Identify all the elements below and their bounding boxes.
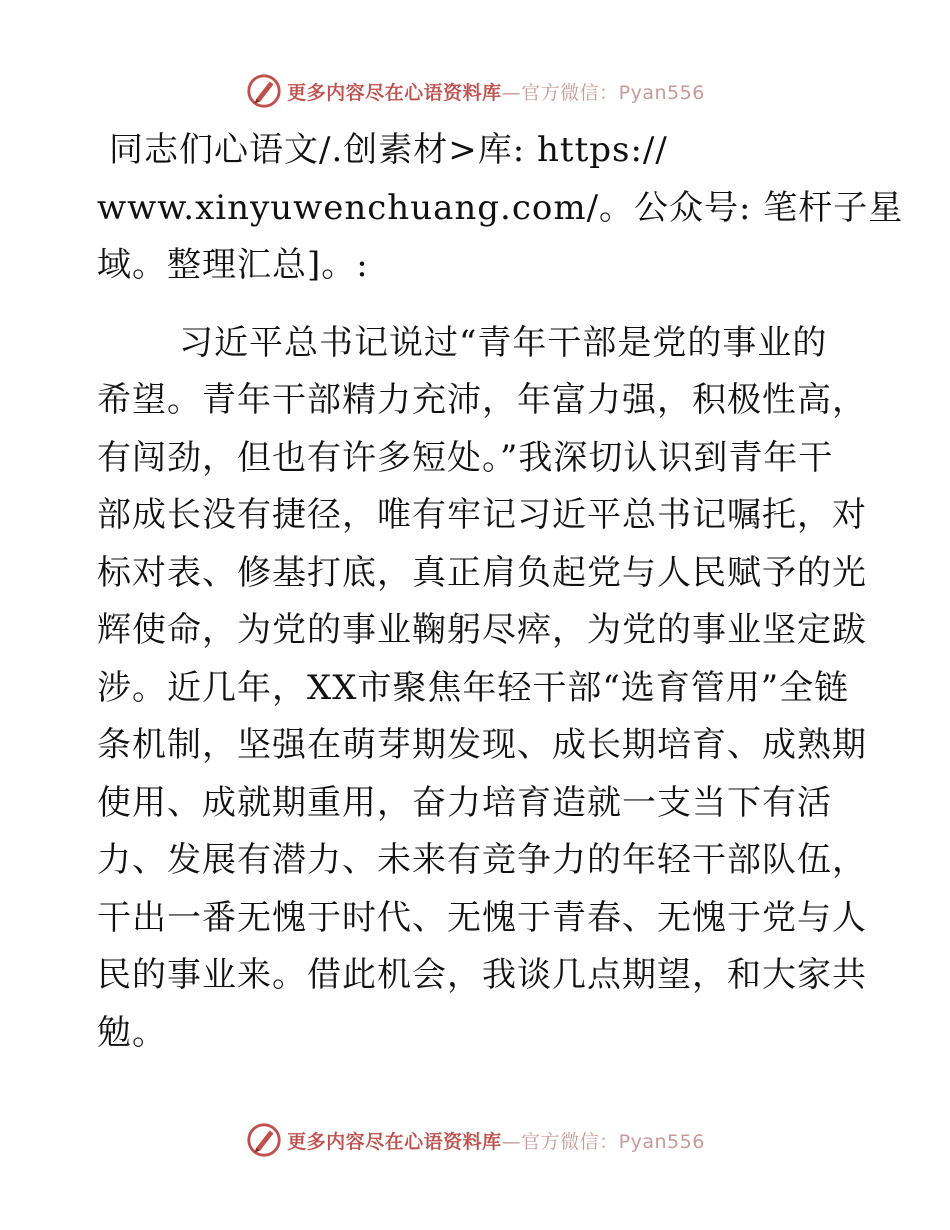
paragraph-line-text: 涉。近几年，XX市聚焦年轻干部“选育管用”全链 — [97, 667, 850, 708]
paragraph-line — [97, 947, 867, 1005]
paragraph-line — [97, 315, 867, 373]
paragraph-line — [97, 487, 867, 545]
banner-main-text: 更多内容尽在心语资料库 — [287, 81, 502, 104]
banner-main-text: 更多内容尽在心语资料库 — [287, 1130, 502, 1153]
paragraph-line — [97, 1005, 867, 1063]
header-line-3 — [97, 237, 867, 295]
paragraph-line-text: 干出一番无愧于时代、无愧于青春、无愧于党与人 — [97, 897, 867, 938]
paragraph-line — [97, 602, 867, 660]
paragraph-line — [97, 372, 867, 430]
header-line-text: www.xinyuwenchuang.com/。公众号: 笔杆子星 — [97, 187, 904, 228]
paragraph-line-text: 标对表、修基打底，真正肩负起党与人民赋予的光 — [97, 552, 867, 593]
footer-banner — [0, 1120, 950, 1160]
paragraph-line-text: 辉使命，为党的事业鞠躬尽瘁，为党的事业坚定跋 — [97, 610, 867, 650]
paragraph-line-text: 习近平总书记说过“青年干部是党的事业的 — [179, 322, 828, 363]
paragraph-line-text: 力、发展有潜力、未来有竞争力的年轻干部队伍， — [97, 840, 867, 880]
paragraph-line-text: 希望。青年干部精力充沛，年富力强，积极性高， — [97, 380, 867, 420]
paragraph-line — [97, 832, 867, 890]
pen-logo-icon — [245, 1121, 283, 1159]
banner-dash: — — [501, 1130, 522, 1153]
paragraph-line-text: 勉。 — [97, 1012, 167, 1053]
paragraph-line-text: 民的事业来。借此机会，我谈几点期望，和大家共 — [97, 955, 867, 995]
banner-wechat-text: 官方微信：Pyan556 — [521, 81, 705, 104]
paragraph-line-text: 部成长没有捷径，唯有牢记习近平总书记嘱托，对 — [97, 495, 867, 535]
header-line-1 — [97, 122, 867, 180]
banner-text — [287, 1127, 705, 1154]
header-banner — [0, 71, 950, 111]
document-body — [97, 122, 904, 1062]
paragraph-line — [97, 430, 867, 488]
banner-wechat-text: 官方微信：Pyan556 — [521, 1130, 705, 1153]
header-line-2 — [97, 180, 904, 238]
banner-dash: — — [501, 81, 522, 104]
paragraph-line-text: 有闯劲，但也有许多短处。”我深切认识到青年干 — [97, 437, 834, 478]
paragraph-line-text: 条机制，坚强在萌芽期发现、成长期培育、成熟期 — [97, 725, 867, 765]
paragraph-line — [97, 717, 867, 775]
pen-logo-icon — [245, 72, 283, 110]
header-line-text: 同志们心语文/.创素材>库: https:// — [109, 130, 668, 170]
header-line-text: 域。整理汇总]。: — [97, 245, 369, 285]
paragraph-line — [97, 775, 867, 833]
paragraph-line — [97, 660, 867, 718]
paragraph-line-text: 使用、成就期重用，奋力培育造就一支当下有活 — [97, 782, 832, 823]
paragraph-line — [97, 890, 867, 948]
paragraph-line — [97, 545, 867, 603]
banner-text — [287, 78, 705, 105]
